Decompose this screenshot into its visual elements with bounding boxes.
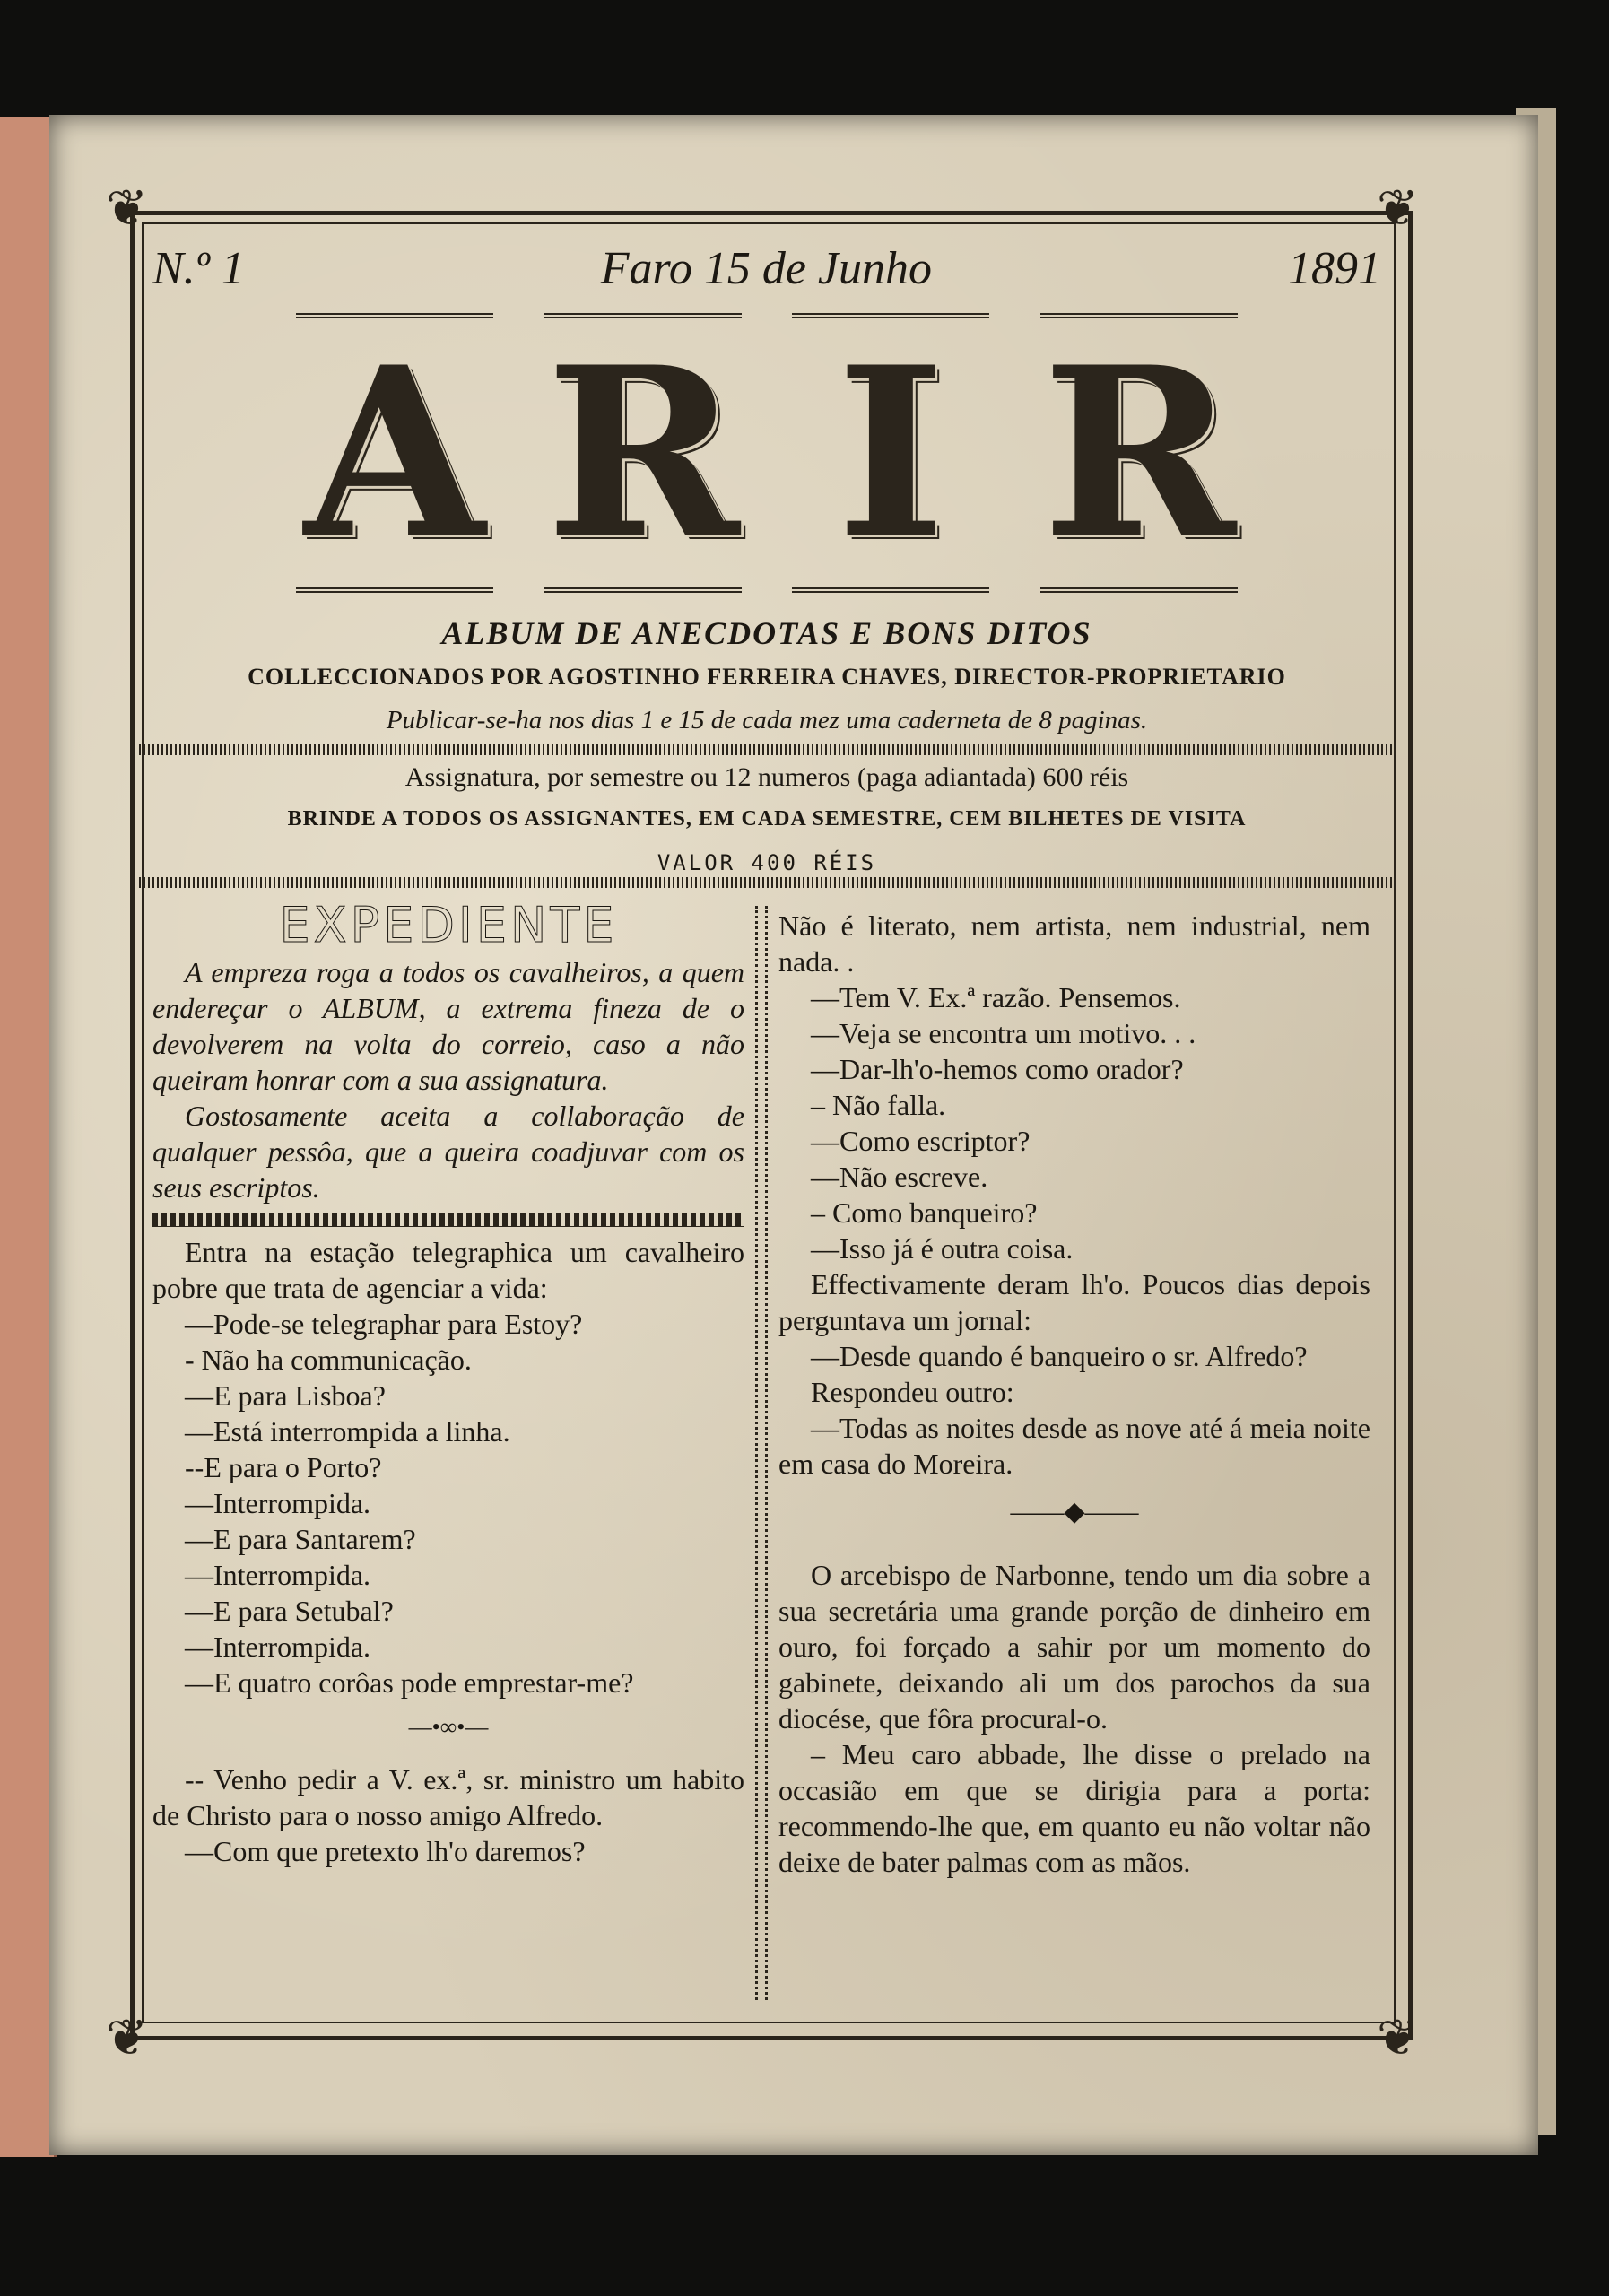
- dialogue-line: —Interrompida.: [185, 1487, 371, 1519]
- story-paragraph: O arcebispo de Narbonne, tendo um dia sobre a sua secretária uma grande porção de dinheiro em ouro, foi forçado a sahir por um momento do gabinete, deixando ali um dos parochos da sua diocése, que fôra procural-o.: [778, 1559, 1370, 1735]
- notice-paragraph: Gostosamente aceita a collaboração de qualquer pessôa, que a queira coadjuvar com os seus escriptos.: [152, 1100, 744, 1204]
- value-info: VALOR 400 RÉIS: [657, 850, 877, 875]
- divider-rule: [139, 877, 1395, 888]
- fleuron-icon: ——◆——: [1010, 1497, 1139, 1526]
- story-paragraph: Respondeu outro:: [811, 1376, 1014, 1408]
- story-paragraph: —Todas as noites desde as nove até á meia noite em casa do Moreira.: [778, 1412, 1370, 1480]
- corner-ornament-icon: ❦: [1377, 2011, 1419, 2066]
- book-binding: [0, 117, 57, 2157]
- column-divider: [755, 906, 768, 2000]
- title-letter: A: [296, 313, 493, 593]
- dialogue-line: – Não falla.: [811, 1089, 946, 1121]
- issue-year: 1891: [1287, 243, 1381, 294]
- title-letter: I: [792, 313, 989, 593]
- divider-rule: [139, 744, 1395, 755]
- divider-rule: [152, 1213, 744, 1227]
- dialogue-line: —Interrompida.: [185, 1631, 371, 1663]
- dialogue-line: —E para Lisboa?: [185, 1379, 386, 1412]
- corner-ornament-icon: ❦: [106, 181, 148, 237]
- dialogue-line: --E para o Porto?: [185, 1451, 382, 1483]
- dialogue-line: —E para Santarem?: [185, 1523, 416, 1555]
- dialogue-line: —Está interrompida a linha.: [185, 1415, 510, 1448]
- title-letter: R: [544, 313, 742, 593]
- story-paragraph: Entra na estação telegraphica um cavalheiro pobre que trata de agenciar a vida:: [152, 1236, 744, 1304]
- story-paragraph: Effectivamente deram lh'o. Poucos dias depois perguntava um jornal:: [778, 1268, 1370, 1336]
- dialogue-line: – Como banqueiro?: [811, 1196, 1038, 1229]
- issue-number: N.º 1: [152, 243, 245, 294]
- left-column: [152, 897, 744, 1869]
- corner-ornament-icon: ❦: [1377, 181, 1419, 237]
- title-letter: R: [1040, 313, 1238, 593]
- right-column: [778, 908, 1370, 1880]
- dialogue-line: —E para Setubal?: [185, 1595, 394, 1627]
- dialogue-line: - Não ha communicação.: [185, 1344, 472, 1376]
- subtitle: ALBUM DE ANECDOTAS E BONS DITOS: [441, 615, 1092, 651]
- masthead-title: [296, 305, 1238, 601]
- ornament-icon: —•∞•—: [408, 1714, 489, 1740]
- notice-paragraph: A empreza roga a todos os cavalheiros, a quem endereçar o ALBUM, a extrema fineza de o devolverem na volta do correio, caso a não queiram honrar com a sua assignatura.: [152, 956, 744, 1096]
- place-date: Faro 15 de Junho: [600, 243, 933, 294]
- story-paragraph: -- Venho pedir a V. ex.ª, sr. ministro um habito de Christo para o nosso amigo Alfredo.: [152, 1763, 744, 1831]
- story-paragraph: Não é literato, nem artista, nem industrial, nem nada. .: [778, 909, 1370, 978]
- bonus-info: BRINDE A TODOS OS ASSIGNANTES, EM CADA SEMESTRE, CEM BILHETES DE VISITA: [287, 807, 1247, 831]
- dialogue-line: —E quatro corôas pode emprestar-me?: [185, 1666, 634, 1699]
- dialogue-line: —Com que pretexto lh'o daremos?: [185, 1835, 586, 1867]
- dialogue-line: —Isso já é outra coisa.: [811, 1232, 1074, 1265]
- dialogue-line: —Veja se encontra um motivo. . .: [811, 1017, 1196, 1049]
- corner-ornament-icon: ❦: [106, 2011, 148, 2066]
- story-paragraph: —Desde quando é banqueiro o sr. Alfredo?: [811, 1340, 1308, 1372]
- story-paragraph: – Meu caro abbade, lhe disse o prelado na occasião em que se dirigia para a porta: recommendo-lhe que, em quanto eu não voltar não deixe de bater palmas com as mãos.: [778, 1738, 1370, 1878]
- dialogue-line: —Tem V. Ex.ª razão. Pensemos.: [811, 981, 1181, 1013]
- dialogue-line: —Não escreve.: [811, 1161, 988, 1193]
- expediente-heading: EXPEDIENTE: [279, 897, 618, 953]
- publication-info: Publicar-se-ha nos dias 1 e 15 de cada mez uma caderneta de 8 paginas.: [386, 706, 1148, 735]
- masthead-header: [152, 242, 1381, 295]
- dialogue-line: —Pode-se telegraphar para Estoy?: [185, 1308, 583, 1340]
- collected-by: COLLECCIONADOS POR AGOSTINHO FERREIRA CHAVES, DIRECTOR-PROPRIETARIO: [248, 664, 1286, 690]
- dialogue-line: —Dar-lh'o-hemos como orador?: [811, 1053, 1184, 1085]
- dialogue-line: —Como escriptor?: [811, 1125, 1031, 1157]
- subscription-info: Assignatura, por semestre ou 12 numeros (paga adiantada) 600 réis: [404, 762, 1129, 792]
- dialogue-line: —Interrompida.: [185, 1559, 371, 1591]
